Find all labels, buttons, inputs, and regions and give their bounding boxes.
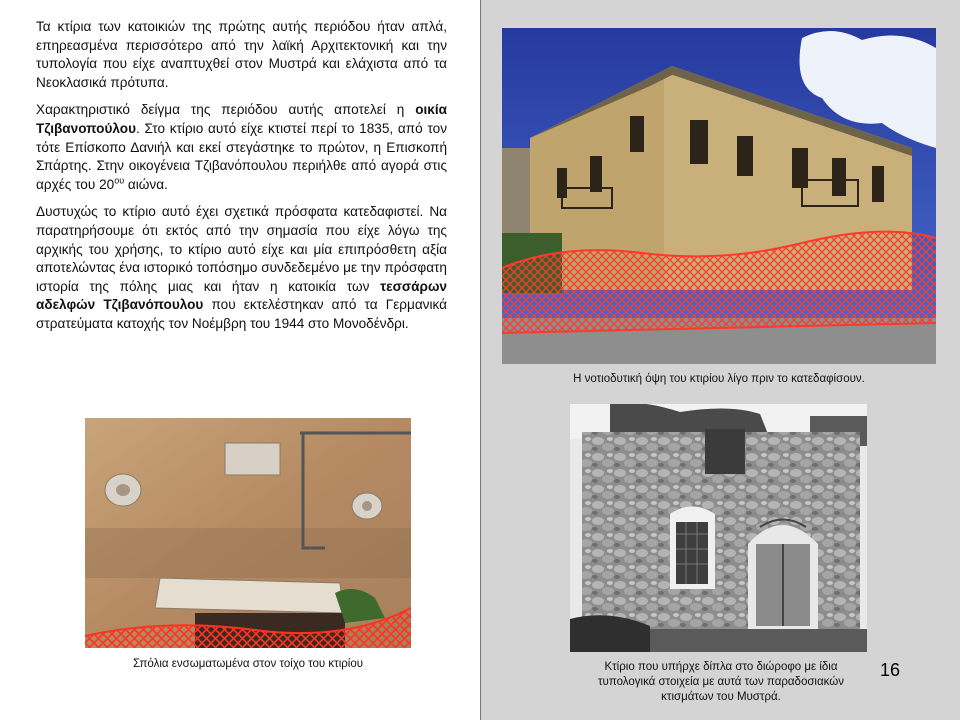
southwest-caption: Η νοτιοδυτική όψη του κτιρίου λίγο πριν το κατεδαφίσουν. — [573, 373, 865, 385]
paragraph-1: Τα κτίρια των κατοικιών της πρώτης αυτής περιόδου ήταν απλά, επηρεασμένα περισσότερο από την λαϊκή Αρχιτεκτονική και την τυπολογία που είχε αναπτυχθεί στον Μυστρά και ελάχιστα από τα Νεοκλασικά πρότυπα. — [36, 19, 447, 90]
page-number: 16 — [880, 660, 901, 680]
neighbor-caption: Κτίριο που υπήρχε δίπλα στο διώροφο με ίδια τυπολογικά στοιχεία με αυτά των παραδοσιακών κτισμάτων του Μυστρά. — [598, 661, 844, 703]
spolia-caption: Σπόλια ενσωματωμένα στον τοίχο του κτιρίου — [132, 658, 364, 670]
paragraph-3: Δυστυχώς το κτίριο αυτό έχει σχετικά πρόσφατα κατεδαφιστεί. Να παρατηρήσουμε ότι εκτός από την σημασία που είχε λόγω της αρχικής του χρήσης, το κτίριο αυτό είχε και μία επιπρόσθετη αξία αποτελώντας ένα ιστορικό τοπόσημο συνδεδεμένο με την πρόσφατη ιστορία της πόλης μιας και ήταν η κατοικία των τεσσάρων αδελφών Τζιβανόπουλου που εκτελέστηκαν από τα Γερμανικά στρατεύματα κατοχής τον Νοέμβρη του 1944 στο Μονοδένδρι. — [36, 204, 447, 331]
spolia-photo — [85, 418, 411, 648]
right-page — [481, 0, 960, 720]
southwest-facade-photo — [502, 28, 936, 364]
paragraph-2: Χαρακτηριστικό δείγμα της περιόδου αυτής αποτελεί η οικία Τζιβανοπούλου. Στο κτίριο αυτό είχε κτιστεί περί το 1835, από τον τότε Επίσκοπο Δανιήλ και εκεί στεγάστηκε το πρώτον, η Επισκοπή Σπάρτης. Στην οικογένεια Τζιβανόπουλου περιήλθε από αγορά στις αρχές του $20^{o\upsilon}$ αιώνα. — [36, 102, 447, 192]
brothers-name: τεσσάρων αδελφών Τζιβανόπουλου — [36, 278, 447, 313]
neighbor-building-photo — [570, 404, 867, 652]
house-name: οικία Τζιβανοπούλου — [36, 102, 447, 136]
body-text — [36, 18, 447, 343]
